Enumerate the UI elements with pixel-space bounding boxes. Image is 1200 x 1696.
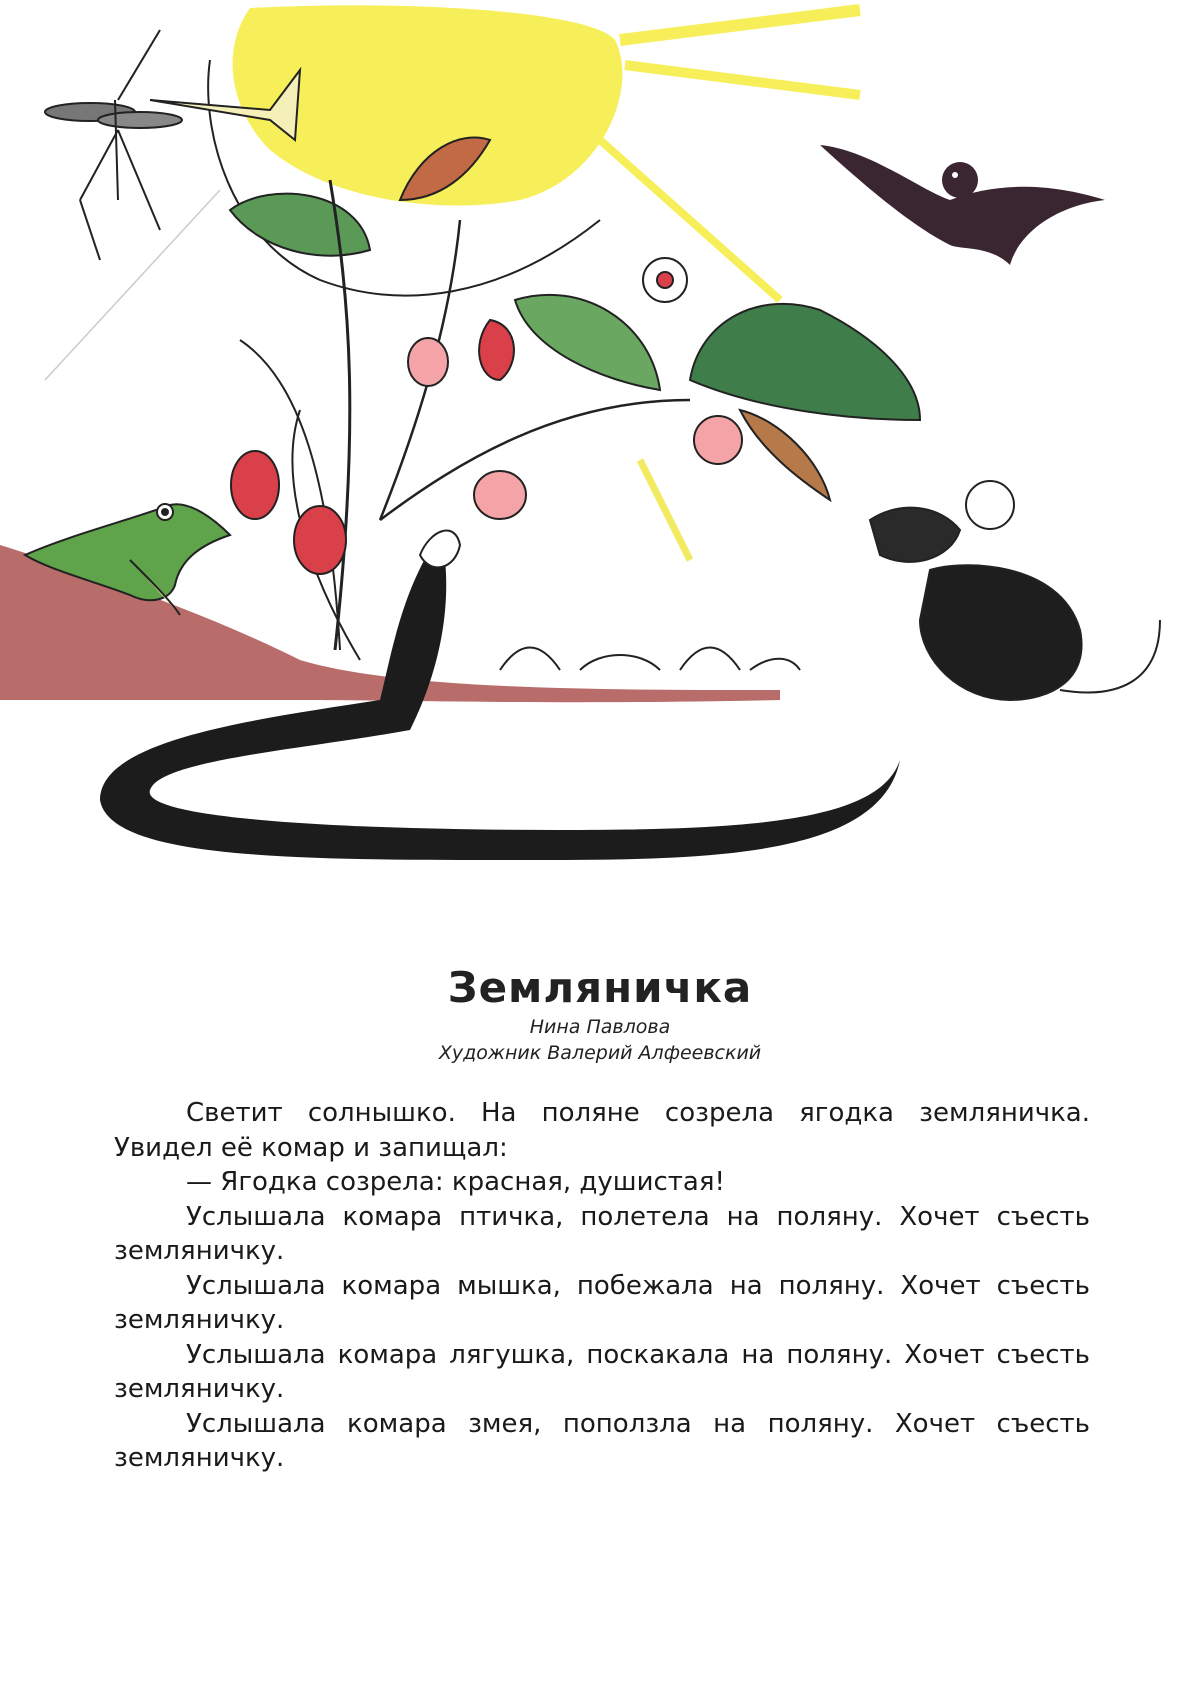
sun: [45, 5, 860, 560]
paragraph: Услышала комара мышка, побежала на поляну. Хочет съесть земляничку.: [114, 1270, 1090, 1335]
grass: [500, 648, 800, 671]
paragraph: Услышала комара змея, поползла на поляну. Хочет съесть земляничку.: [114, 1408, 1090, 1473]
bird: [820, 145, 1105, 265]
story-text: [114, 1096, 1090, 1476]
mouse: [870, 481, 1160, 700]
paragraph: — Ягодка созрела: красная, душистая!: [186, 1167, 725, 1197]
title-block: [0, 962, 1200, 1066]
paragraph: Светит солнышко. На поляне созрела ягодка земляничка. Увидел её комар и запищал:: [114, 1098, 1090, 1163]
strawberries: [231, 258, 742, 574]
illustrator-name: Художник Валерий Алфеевский: [438, 1042, 762, 1064]
strawberry-plant: [230, 138, 920, 661]
story-title: Земляничка: [447, 963, 753, 1012]
paragraph: Услышала комара птичка, полетела на поляну. Хочет съесть земляничку.: [114, 1201, 1090, 1266]
paragraph: Услышала комара лягушка, поскакала на поляну. Хочет съесть земляничку.: [114, 1339, 1090, 1404]
author-name: Нина Павлова: [529, 1016, 671, 1038]
